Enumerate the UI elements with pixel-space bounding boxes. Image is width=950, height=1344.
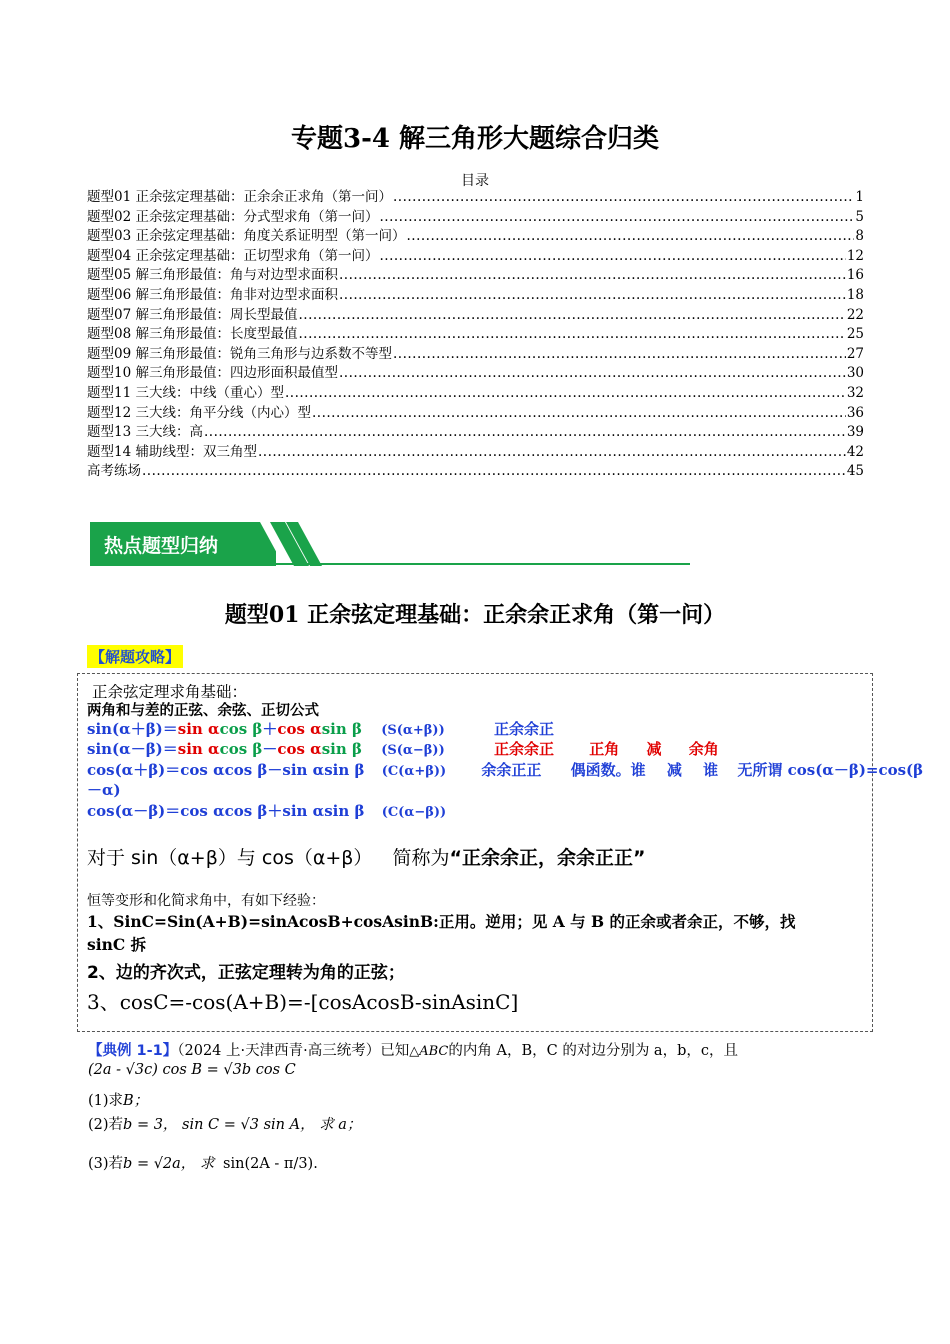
toc-leader-dots: [406, 227, 854, 247]
toc-item-page: 1: [855, 189, 864, 205]
toc-item-page: 42: [846, 443, 864, 460]
toc-item[interactable]: [87, 247, 864, 267]
toc-leader-dots: [285, 384, 846, 404]
toc-item[interactable]: [87, 404, 864, 424]
toc-item-page: 30: [846, 365, 864, 382]
toc-item-label: 题型02 正余弦定理基础：分式型求角（第一问）: [87, 208, 379, 225]
section-title: 题型01 正余弦定理基础：正余余正求角（第一问）: [224, 602, 726, 628]
box-subhead: 两角和与差的正弦、余弦、正切公式: [87, 703, 319, 719]
experience-1-cont: sinC 拆: [87, 935, 147, 954]
toc-item-page: 25: [846, 326, 864, 343]
toc-leader-dots: [339, 266, 846, 286]
toc-leader-dots: [298, 325, 845, 345]
toc-item-label: 题型01 正余弦定理基础：正余余正求角（第一问）: [87, 189, 392, 205]
toc-item-page: 5: [855, 208, 864, 225]
toc-item-page: 12: [846, 247, 864, 264]
formula-cos-sum-cont: －α): [87, 781, 121, 799]
toc-item-label: 题型04 正余弦定理基础：正切型求角（第一问）: [87, 247, 379, 264]
toc-item[interactable]: [87, 345, 864, 365]
toc-item[interactable]: [87, 384, 864, 404]
hot-topics-banner: [90, 522, 690, 566]
toc-item[interactable]: [87, 325, 864, 345]
example-stem: 【典例 1-1】（2024 上·天津西青·高三统考）已知△ABC的内角 A，B，C 的对边分别为 a，b，c，且: [88, 1043, 738, 1059]
toc-item[interactable]: [87, 462, 864, 482]
question-2: (2)若b = 3， sin C = √3 sin A， 求 a；: [88, 1117, 362, 1133]
toc-leader-dots: [142, 462, 846, 482]
example-tag: 【典例 1-1】: [88, 1043, 178, 1059]
toc-leader-dots: [258, 443, 846, 463]
experience-1: 1、SinC=Sin(A+B)=sinAcosB+cosAsinB:正用。逆用；见 A 与 B 的正余或者余正，不够，找: [87, 912, 796, 931]
toc-leader-dots: [339, 286, 846, 306]
toc-item[interactable]: [87, 286, 864, 306]
formula-cos-diff: cos(α－β)＝cos αcos β＋sin αsin β (C(α−β)): [87, 802, 447, 820]
toc-item[interactable]: [87, 443, 864, 463]
toc-item-label: 题型13 三大线：高: [87, 424, 203, 441]
summary-line: 对于 sin（α+β）与 cos（α+β） 简称为“正余余正，余余正正”: [87, 847, 646, 869]
question-3: (3)若b = √2a， 求 sin(2A - π/3).: [88, 1156, 318, 1172]
document-title: 专题3-4 解三角形大题综合归类: [290, 124, 660, 154]
toc-item-label: 题型11 三大线：中线（重心）型: [87, 384, 284, 401]
toc-item-page: 45: [846, 463, 864, 480]
toc-item-page: 32: [846, 384, 864, 401]
toc-item-label: 题型12 三大线：角平分线（内心）型: [87, 404, 311, 421]
strategy-tag: 【解题攻略】: [87, 645, 183, 668]
formula-sin-diff: sin(α－β)＝sin αcos β－cos αsin β (S(α−β)) 正余余正 正角 减 余角: [87, 740, 719, 758]
experience-2: 2、边的齐次式，正弦定理转为角的正弦；: [87, 963, 405, 983]
toc-item[interactable]: [87, 208, 864, 228]
experience-heading: 恒等变形和化简求角中，有如下经验：: [87, 893, 325, 909]
formula-sin-sum: sin(α＋β)＝sin αcos β＋cos αsin β (S(α+β)) 正余余正: [87, 720, 554, 738]
toc-item-page: 27: [846, 345, 864, 362]
toc-item-label: 题型07 解三角形最值：周长型最值: [87, 306, 298, 323]
toc-leader-dots: [298, 306, 845, 326]
toc-leader-dots: [312, 404, 846, 424]
toc-item-label: 高考练场: [87, 463, 141, 480]
toc-item[interactable]: [87, 188, 864, 208]
toc-item-page: 22: [846, 306, 864, 323]
toc-item-label: 题型14 辅助线型：双三角型: [87, 443, 257, 460]
toc-leader-dots: [393, 345, 846, 365]
toc-leader-dots: [393, 188, 854, 208]
toc-item[interactable]: [87, 306, 864, 326]
toc-heading: 目录: [461, 173, 489, 189]
toc-item[interactable]: [87, 227, 864, 247]
box-intro: 正余弦定理求角基础：: [92, 683, 248, 701]
example-equation: (2a - √3c) cos B = √3b cos C: [88, 1062, 296, 1078]
toc-leader-dots: [204, 423, 846, 443]
toc-item-label: 题型09 解三角形最值：锐角三角形与边系数不等型: [87, 345, 392, 362]
toc-item-page: 36: [846, 404, 864, 421]
toc-leader-dots: [339, 364, 846, 384]
toc-item-page: 18: [846, 286, 864, 303]
question-1: (1)求B；: [88, 1093, 149, 1109]
toc-leader-dots: [379, 247, 845, 267]
toc-leader-dots: [379, 208, 854, 228]
toc-item[interactable]: [87, 423, 864, 443]
toc-item-label: 题型08 解三角形最值：长度型最值: [87, 326, 298, 343]
toc-item[interactable]: [87, 266, 864, 286]
toc-item-page: 16: [846, 267, 864, 284]
banner-text: 热点题型归纳: [104, 535, 219, 557]
toc-item-label: 题型06 解三角形最值：角非对边型求面积: [87, 286, 338, 303]
formula-cos-sum: cos(α＋β)＝cos αcos β－sin αsin β (C(α+β)) 余余正正 偶函数。谁 减 谁 无所谓 cos(α－β)=cos(β: [87, 761, 924, 779]
toc-item-label: 题型03 正余弦定理基础：角度关系证明型（第一问）: [87, 228, 406, 245]
toc-item-label: 题型05 解三角形最值：角与对边型求面积: [87, 267, 338, 284]
toc-item[interactable]: [87, 364, 864, 384]
table-of-contents: [87, 188, 864, 482]
toc-item-page: 8: [855, 228, 864, 245]
experience-3: 3、cosC=-cos(A+B)=-[cosAcosB-sinAsinC]: [87, 990, 519, 1014]
toc-item-page: 39: [846, 424, 864, 441]
toc-item-label: 题型10 解三角形最值：四边形面积最值型: [87, 365, 338, 382]
